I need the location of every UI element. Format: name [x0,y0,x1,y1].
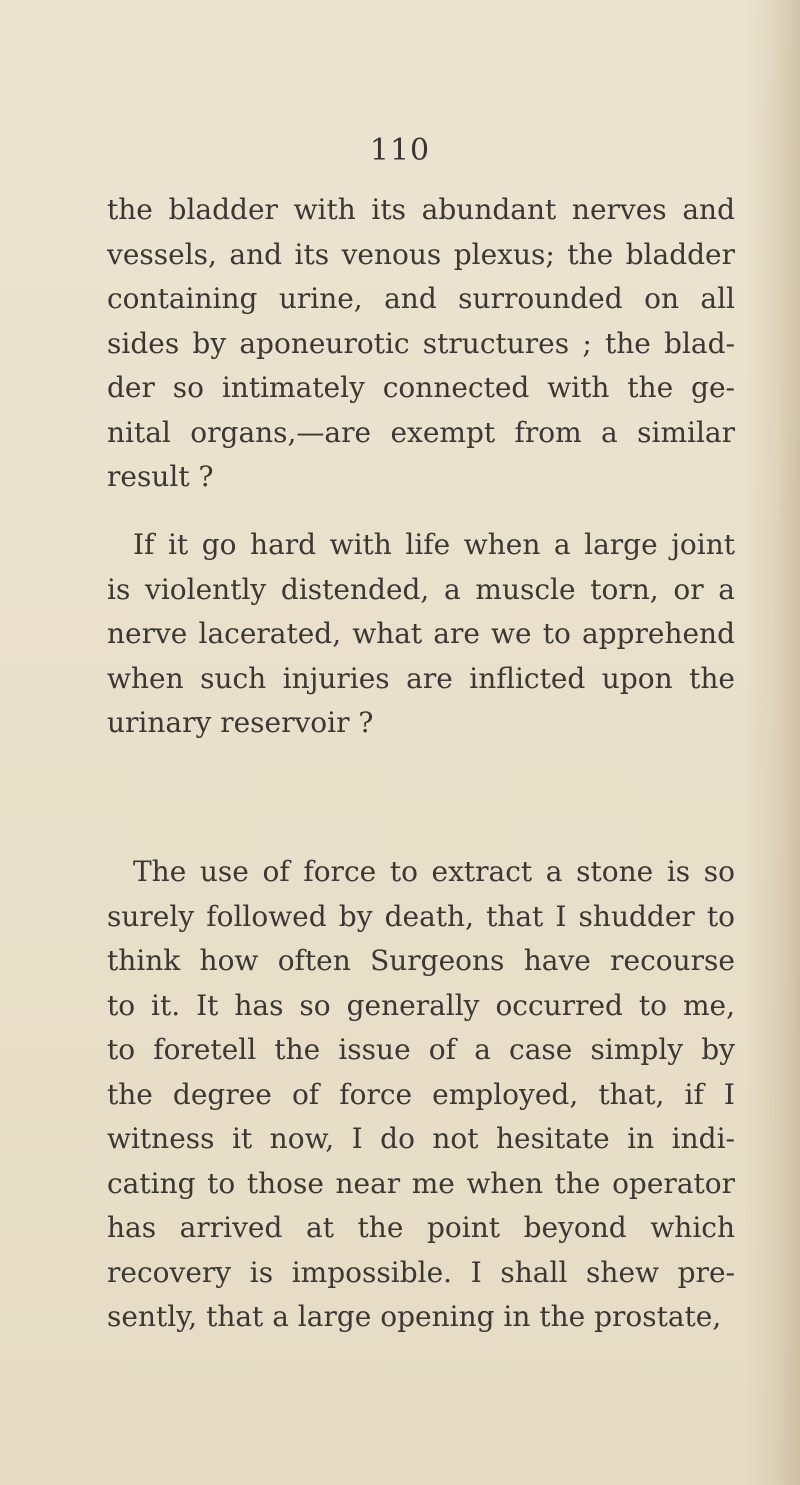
text-line: the bladder with its abundant nerves and [107,193,735,226]
text-line: containing urine, and surrounded on all [107,282,735,315]
text-line: think how often Surgeons have recourse [107,944,735,977]
text-line: result ? [107,460,214,493]
text-line: sently, that a large opening in the prostate, [107,1300,722,1333]
page-number: 110 [369,133,431,168]
text-line: witness it now, I do not hesitate in indi- [107,1122,735,1155]
text-line: nerve lacerated, what are we to apprehend [107,617,735,650]
text-line: the degree of force employed, that, if I [107,1077,735,1111]
text-line: to foretell the issue of a case simply by [107,1033,735,1066]
text-line: The use of force to extract a stone is so [133,855,735,888]
text-line: der so intimately connected with the ge- [107,371,735,404]
text-line: to it. It has so generally occurred to me, [107,988,735,1022]
paragraph-3 [107,850,735,1340]
text-line: has arrived at the point beyond which [107,1211,735,1244]
text-line: when such injuries are inflicted upon the [107,661,735,695]
text-line: If it go hard with life when a large joint [133,528,735,561]
text-line: cating to those near me when the operator [107,1166,735,1200]
text-line: vessels, and its venous plexus; the bladder [107,237,735,271]
paragraph-1 [107,188,735,500]
text-line: sides by aponeurotic structures ; the blad- [107,326,735,360]
text-line: urinary reservoir ? [107,706,374,739]
paragraph-2 [107,523,735,746]
text-line: surely followed by death, that I shudder to [107,899,735,933]
text-line: nital organs,—are exempt from a similar [107,415,735,449]
text-line: is violently distended, a muscle torn, or a [107,572,735,606]
text-line: recovery is impossible. I shall shew pre- [107,1255,735,1289]
